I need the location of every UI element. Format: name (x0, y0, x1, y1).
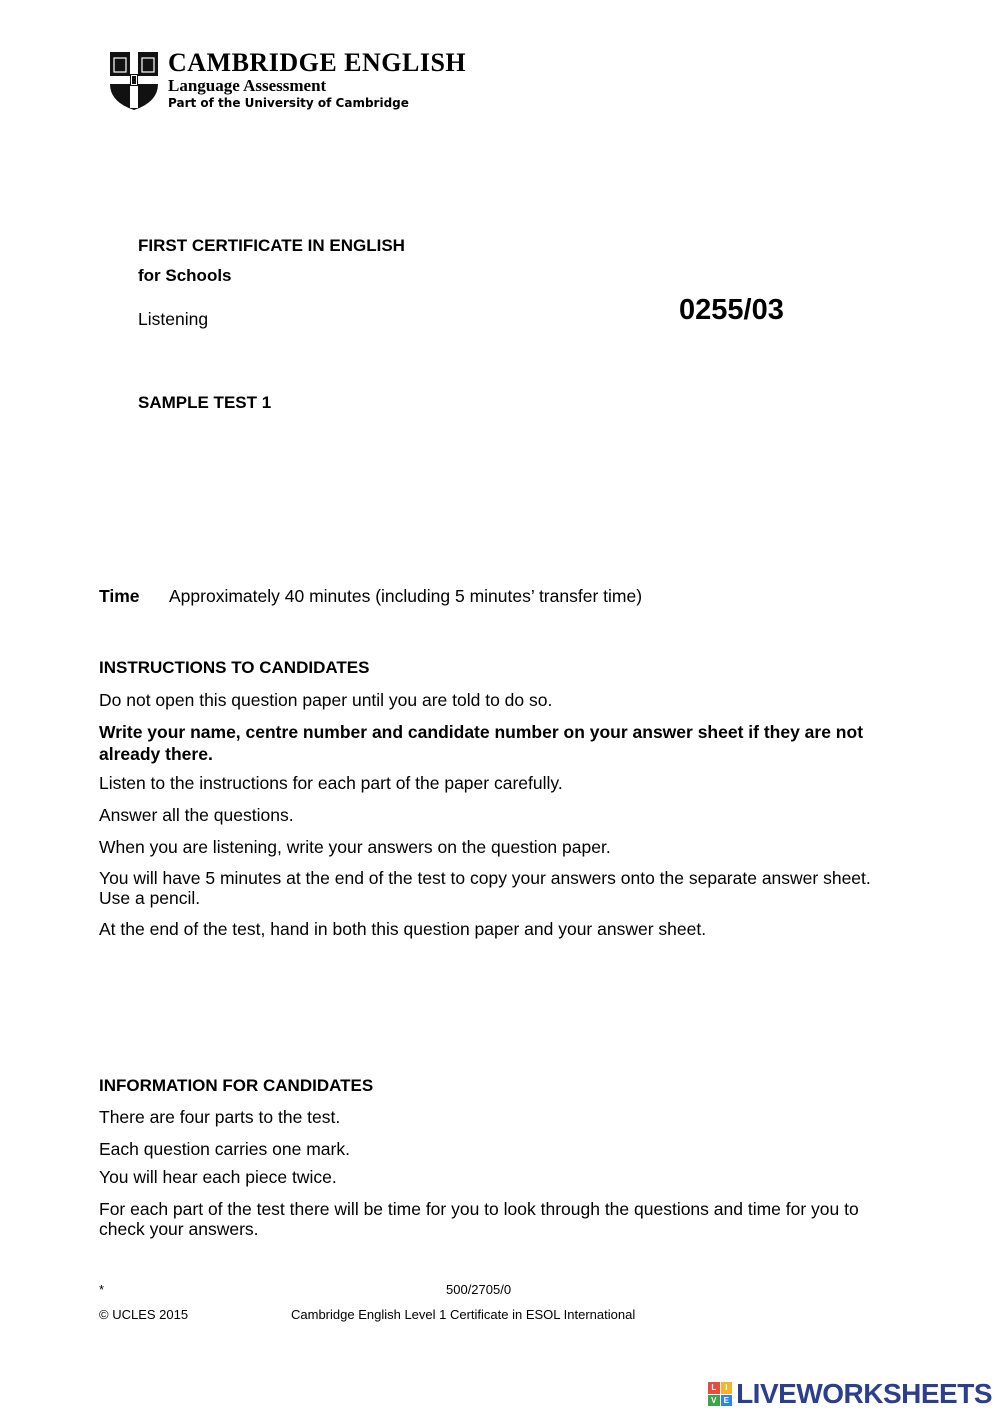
exam-paper: Listening (138, 309, 209, 329)
footer-copyright: © UCLES 2015 (99, 1307, 189, 1322)
icon-letter: I (721, 1382, 733, 1394)
liveworksheets-icon (708, 1382, 732, 1406)
instruction-item: At the end of the test, hand in both this question paper and your answer sheet. (99, 919, 707, 939)
brand-part-of: Part of the University of Cambridge (168, 96, 409, 110)
time-value: Approximately 40 minutes (including 5 minutes’ transfer time) (169, 586, 643, 606)
information-item: Each question carries one mark. (99, 1139, 350, 1159)
exam-code: 0255/03 (679, 294, 784, 326)
icon-letter: L (708, 1382, 720, 1394)
exam-title: FIRST CERTIFICATE IN ENGLISH (138, 236, 405, 255)
cambridge-shield-icon (108, 50, 160, 112)
instruction-item: Listen to the instructions for each part of the paper carefully. (99, 773, 563, 793)
footer-ref: 500/2705/0 (446, 1282, 512, 1297)
icon-letter: V (708, 1395, 720, 1407)
cambridge-logo (108, 50, 466, 112)
brand-title: CAMBRIDGE ENGLISH (168, 48, 467, 77)
information-item: You will hear each piece twice. (99, 1167, 337, 1187)
instruction-item: Answer all the questions. (99, 805, 294, 825)
instruction-item: When you are listening, write your answers on the question paper. (99, 837, 611, 857)
instruction-item: Do not open this question paper until you are told to do so. (99, 690, 553, 710)
liveworksheets-badge[interactable] (708, 1378, 992, 1410)
footer-certificate: Cambridge English Level 1 Certificate in ESOL International (291, 1307, 636, 1322)
information-heading: INFORMATION FOR CANDIDATES (99, 1076, 374, 1095)
information-item: For each part of the test there will be time for you to look through the questions and time for you to check your answers. (99, 1199, 859, 1239)
brand-subtitle: Language Assessment (168, 76, 327, 95)
footer-asterisk: * (99, 1282, 105, 1297)
instructions-heading: INSTRUCTIONS TO CANDIDATES (99, 658, 370, 677)
liveworksheets-text: LIVEWORKSHEETS (736, 1378, 992, 1409)
instruction-item: You will have 5 minutes at the end of the test to copy your answers onto the separate answer sheet. Use a pencil. (99, 868, 871, 908)
information-item: There are four parts to the test. (99, 1107, 341, 1127)
exam-subtitle: for Schools (138, 266, 232, 285)
icon-letter: E (721, 1395, 733, 1407)
sample-test-label: SAMPLE TEST 1 (138, 393, 272, 412)
instruction-item: Write your name, centre number and candidate number on your answer sheet if they are not already there. (99, 722, 864, 764)
time-label: Time (99, 586, 140, 606)
